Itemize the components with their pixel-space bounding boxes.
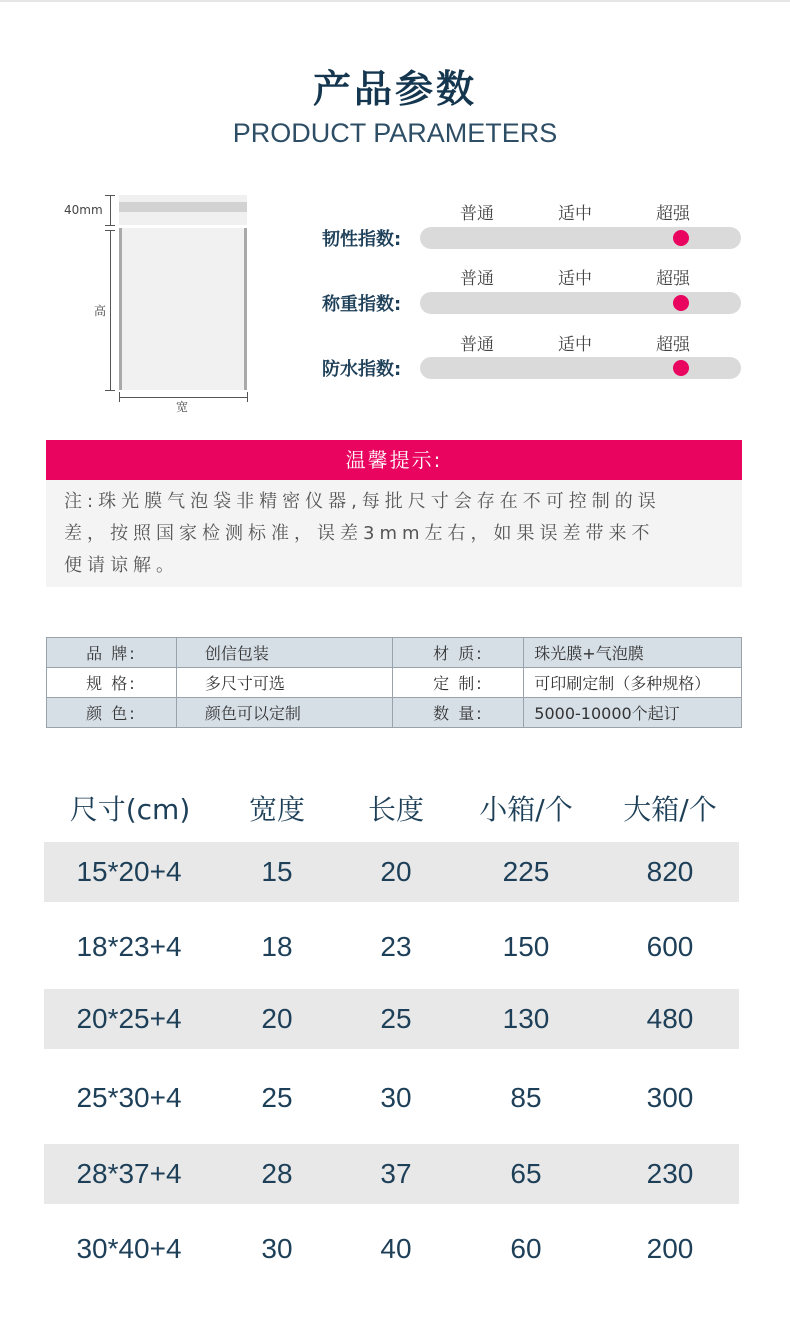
size-cell: 28*37+4 (76, 1158, 182, 1189)
size-cell: 20*25+4 (76, 1003, 182, 1034)
index-label: 韧性指数: (322, 229, 402, 250)
level-normal-label: 普通 (460, 335, 494, 355)
large-box-cell: 200 (646, 1233, 694, 1264)
bag-body (119, 228, 247, 390)
level-normal-label: 普通 (460, 269, 494, 289)
notice-title: 温馨提示: (46, 440, 742, 480)
small-box-header: 小箱/个 (479, 793, 573, 826)
large-box-cell: 820 (646, 856, 694, 887)
spec-row (47, 668, 742, 698)
notice-body (46, 480, 742, 587)
size-table-row (44, 1068, 739, 1128)
size-table-row (44, 1219, 739, 1279)
large-box-cell: 600 (646, 931, 694, 962)
width-cell: 20 (261, 1003, 293, 1034)
height-dim-cap-bottom (105, 390, 115, 391)
index-bar (420, 357, 741, 379)
index-bar (420, 227, 741, 249)
spec-key: 颜 色: (47, 698, 177, 728)
large-box-cell: 230 (646, 1158, 694, 1189)
large-box-cell: 480 (646, 1003, 694, 1034)
small-box-cell: 150 (502, 931, 550, 962)
spec-value: 5000-10000个起订 (524, 698, 742, 728)
level-medium-label: 适中 (558, 335, 592, 355)
index-label: 防水指数: (322, 359, 402, 380)
width-dim-label: 宽 (176, 400, 189, 414)
level-medium-label: 适中 (558, 204, 592, 224)
level-normal-label: 普通 (460, 204, 494, 224)
spec-value: 多尺寸可选 (176, 668, 393, 698)
height-dim-line (110, 230, 111, 390)
height-dim-label: 高 (94, 304, 107, 318)
spec-value: 可印刷定制（多种规格） (524, 668, 742, 698)
spec-key: 数 量: (393, 698, 524, 728)
length-cell: 37 (380, 1158, 412, 1189)
spec-row (47, 698, 742, 728)
seal-dim-label: 40mm (64, 203, 103, 217)
size-header: 尺寸(cm) (69, 793, 191, 826)
page-title: 产品参数 (312, 67, 477, 111)
small-box-cell: 225 (502, 856, 550, 887)
width-cell: 30 (261, 1233, 293, 1264)
spec-value: 创信包装 (176, 638, 393, 668)
seal-dim-line (110, 195, 111, 225)
size-table-row (44, 842, 739, 902)
size-table-row (44, 917, 739, 977)
index-marker (673, 295, 689, 311)
seal-dim-cap-bottom (105, 225, 115, 226)
size-table-row (44, 989, 739, 1049)
size-cell: 15*20+4 (76, 856, 182, 887)
large-box-header: 大箱/个 (623, 793, 717, 826)
small-box-cell: 130 (502, 1003, 550, 1034)
spec-key: 定 制: (393, 668, 524, 698)
spec-key: 品 牌: (47, 638, 177, 668)
width-cell: 18 (261, 931, 293, 962)
spec-key: 规 格: (47, 668, 177, 698)
large-box-cell: 300 (646, 1082, 694, 1113)
spec-row (47, 638, 742, 668)
width-cell: 25 (261, 1082, 293, 1113)
index-label: 称重指数: (322, 294, 402, 315)
notice-line: 注:珠光膜气泡袋非精密仪器,每批尺寸会存在不可控制的误 (64, 491, 661, 512)
size-cell: 30*40+4 (76, 1233, 182, 1264)
size-table-row (44, 1144, 739, 1204)
spec-table (46, 637, 742, 728)
level-strong-label: 超强 (656, 204, 690, 224)
small-box-cell: 85 (510, 1082, 542, 1113)
small-box-cell: 65 (510, 1158, 542, 1189)
notice-line: 差，按照国家检测标准，误差3mm左右，如果误差带来不 (64, 523, 655, 544)
width-dim-cap-right (247, 392, 248, 402)
notice-line: 便请谅解。 (64, 555, 179, 576)
spec-value: 珠光膜+气泡膜 (524, 638, 742, 668)
length-cell: 40 (380, 1233, 412, 1264)
width-header: 宽度 (248, 793, 305, 826)
spec-key: 材 质: (393, 638, 524, 668)
index-bar (420, 292, 741, 314)
small-box-cell: 60 (510, 1233, 542, 1264)
spec-value: 颜色可以定制 (176, 698, 393, 728)
size-cell: 18*23+4 (76, 931, 182, 962)
width-cell: 28 (261, 1158, 293, 1189)
index-marker (673, 230, 689, 246)
level-strong-label: 超强 (656, 335, 690, 355)
length-header: 长度 (367, 793, 424, 826)
index-marker (673, 360, 689, 376)
top-rule (0, 0, 790, 2)
bag-seal-strip (119, 202, 247, 212)
size-cell: 25*30+4 (76, 1082, 182, 1113)
length-cell: 30 (380, 1082, 412, 1113)
page-subtitle: PRODUCT PARAMETERS (232, 118, 558, 148)
length-cell: 20 (380, 856, 412, 887)
level-strong-label: 超强 (656, 269, 690, 289)
length-cell: 23 (380, 931, 412, 962)
width-cell: 15 (261, 856, 293, 887)
level-medium-label: 适中 (558, 269, 592, 289)
length-cell: 25 (380, 1003, 412, 1034)
